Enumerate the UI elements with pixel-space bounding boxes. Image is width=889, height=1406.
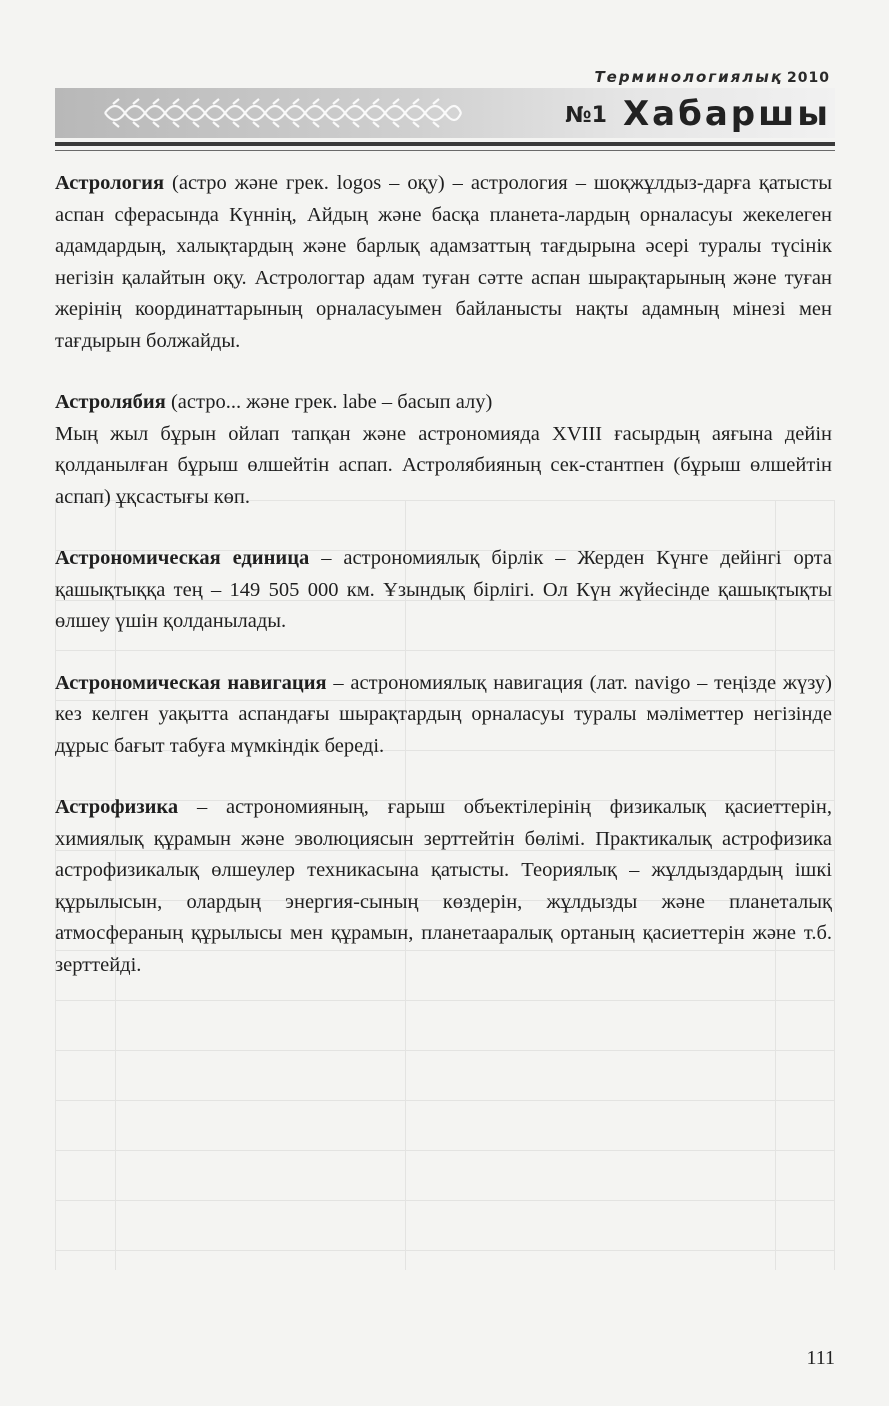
entry-astrology xyxy=(55,168,832,357)
entry-term: Астрономическая единица xyxy=(55,547,310,569)
journal-title: Терминологиялық xyxy=(594,68,784,86)
entry-definition: – астрономияның, ғарыш объектілерінің физикалық қасиеттерін, химиялық құрамын және эволюциясын зерттейтін бөлімі. Практикалық астрофизика астрофизикалық өлшеулер техникасына қатысты. Теориялық – жұлдыздардың ішкі құрылысын, олардың энергия-сының көздерін, жұлдызды және планеталық атмосфераның құрылысы мен құрамын, планетааралық ортаның қасиеттерін және т.б. зерттейді. xyxy=(55,796,832,976)
entry-astrolabe xyxy=(55,387,832,513)
entry-definition: – астрономиялық бірлік – Жерден Күнге дейінгі орта қашықтыққа тең – 149 505 000 км. Ұзындық бірлігі. Ол Күн жүйесінде қашықтықты өлшеу үшін қолданылады. xyxy=(55,547,832,632)
banner-title xyxy=(565,94,831,134)
entry-definition: – астрономиялық навигация (лат. navigo – теңізде жүзу) кез келген уақытта аспандағы шырақтардың орналасуы туралы мәліметтер негізінде дұрыс бағыт табуға мүмкіндік береді. xyxy=(55,671,832,757)
glossary-entries xyxy=(55,168,832,1011)
entry-definition: Мың жыл бұрын ойлап тапқан және астрономияда XVIII ғасырдың аяғына дейін қолданылған бұрыш өлшейтін аспап. Астролябияның сек-стантпен (бұрыш өлшейтін аспап) ұқсастығы көп. xyxy=(55,422,832,508)
entry-etymology: (астро және грек. logos – оқу) xyxy=(172,172,445,194)
header-banner xyxy=(55,88,835,138)
entry-astrophysics xyxy=(55,792,832,981)
entry-etymology: (астро... және грек. labe – басып алу) xyxy=(170,391,493,413)
header-rule-thick xyxy=(55,142,835,146)
page-number: 111 xyxy=(806,1347,835,1369)
entry-term: Астрофизика xyxy=(55,796,179,818)
entry-astronomical-navigation xyxy=(55,668,832,763)
journal-heading: Хабаршы xyxy=(622,94,831,134)
entry-term: Астрономическая навигация xyxy=(55,671,327,694)
entry-term: Астролябия xyxy=(55,391,166,413)
entry-term: Астрология xyxy=(55,172,165,194)
journal-name xyxy=(580,68,830,86)
journal-year: 2010 xyxy=(787,70,830,86)
ornament-icon xyxy=(103,96,463,130)
entry-definition: – астрология – шоқжұлдыз-дарға қатысты аспан сферасында Күннің, Айдың және басқа планета-лардың орналасуы жекелеген адамдардың, халықтардың және барлық адамзаттың тағдырына әсері туралы түсінік негізін қалайтын оқу. Астрологтар адам туған сәтте аспан шырақтарының және туған жерінің координаттарының орналасуымен байланысты нақты адамның мінезі мен тағдырын болжайды. xyxy=(55,172,832,352)
issue-number: №1 xyxy=(565,103,607,128)
entry-astronomical-unit xyxy=(55,543,832,638)
header-rule-thin xyxy=(55,150,835,151)
